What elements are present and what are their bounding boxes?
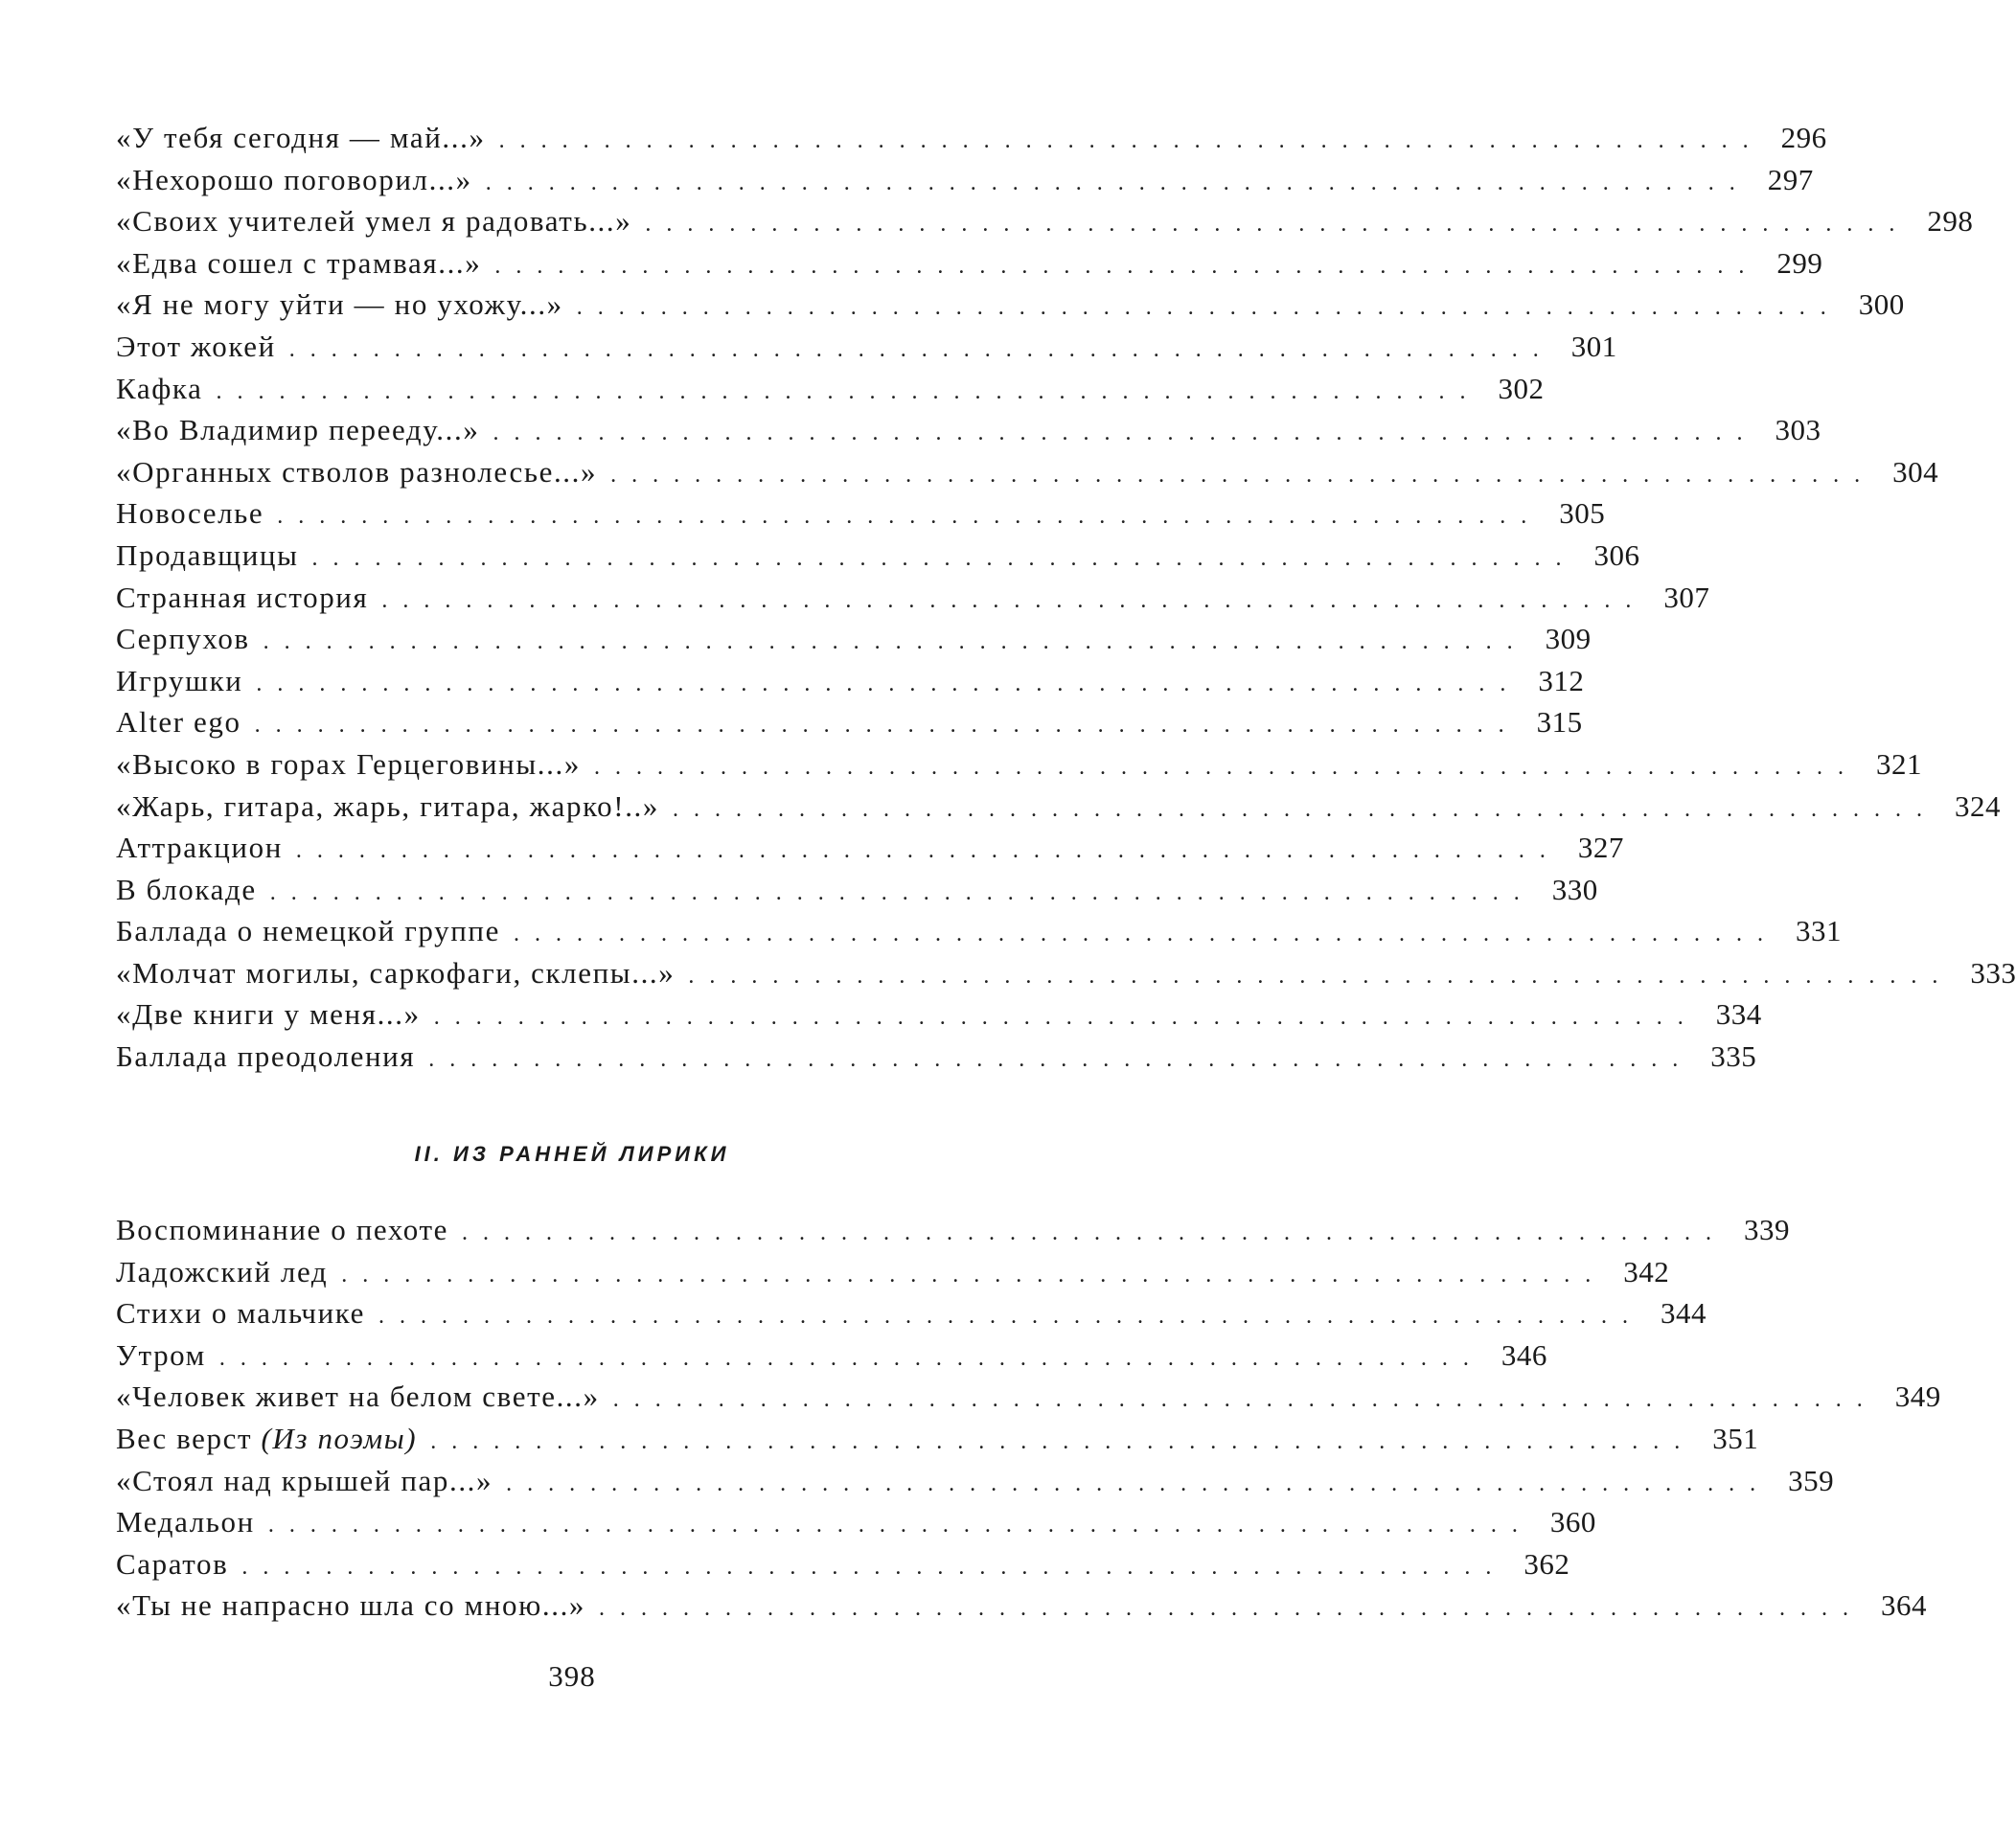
toc-entry [116,997,1762,1039]
toc-entry-page-number: 301 [1570,329,1617,363]
toc-entry-title-text: В блокаде [116,872,257,906]
toc-entry [116,1505,1596,1547]
toc-entry-title-text: Аттракцион [116,831,283,865]
toc-entry-title-text: «Жарь, гитара, жарь, гитара, жарко!..» [116,788,660,823]
toc-dot-leader: ............................................................ [288,336,1554,362]
toc-entry [116,914,1842,956]
toc-entry-page-number: 360 [1549,1505,1596,1539]
toc-dot-leader: ............................................................ [612,1387,1878,1413]
toc-dot-leader: ............................................................ [428,1047,1694,1073]
toc-entry [116,329,1617,372]
toc-dot-leader: ............................................................ [610,462,1876,488]
toc-entry-page-number: 362 [1523,1546,1570,1581]
toc-entry-page-number: 298 [1927,204,1974,239]
toc-entry-title-text: «Во Владимир перееду...» [116,413,480,447]
toc-entry-page-number: 351 [1712,1421,1759,1455]
toc-entry-title [116,1464,506,1498]
toc-entry-title [116,538,312,573]
toc-entry-title-text: «Я не могу уйти — но ухожу...» [116,287,563,322]
toc-entry-page-number: 312 [1538,663,1585,697]
toc-dot-leader: ............................................................ [341,1262,1607,1288]
toc-entry [116,1039,1757,1082]
toc-entry-title-text: «Ты не напрасно шла со мною...» [116,1588,586,1623]
toc-entry-title-text: Кафка [116,371,203,405]
toc-entry-page-number: 335 [1710,1039,1757,1074]
toc-entry-title [116,705,255,740]
toc-entry-title-text: «Молчат могилы, саркофаги, склепы...» [116,955,676,990]
toc-entry-title [116,1213,462,1247]
toc-entry-page-number: 297 [1767,162,1814,196]
toc-dot-leader: ............................................................ [593,754,1859,780]
toc-entry-title [116,1547,241,1582]
toc-entry [116,371,1545,414]
toc-entry [116,622,1592,664]
toc-entry [116,287,1905,330]
toc-dot-leader: ............................................................ [311,545,1577,571]
toc-entry-title [116,1255,341,1289]
toc-dot-leader: ............................................................ [267,1513,1533,1539]
toc-dot-leader: ............................................................ [277,504,1543,530]
toc-entry-title [116,287,577,322]
toc-entry [116,1546,1570,1589]
toc-entry-page-number: 330 [1551,872,1598,906]
toc-dot-leader: ............................................................ [485,170,1751,195]
toc-dot-leader: ............................................................ [688,963,1954,989]
toc-dot-leader: ............................................................ [599,1596,1865,1622]
toc-entry [116,1254,1670,1297]
section-heading: II. ИЗ РАННЕЙ ЛИРИКИ [414,1142,730,1166]
toc-entry [116,1296,1707,1338]
toc-dot-leader: ............................................................ [433,1005,1699,1031]
toc-entry-title-text: Ладожский лед [116,1254,329,1288]
toc-dot-leader: ............................................................ [673,796,1938,822]
toc-dot-leader: ............................................................ [576,295,1842,321]
toc-entry-title [116,246,494,281]
toc-entry-title-text: Новоселье [116,496,264,531]
toc-entry-title-text: «Стоял над крышей пар...» [116,1463,493,1497]
toc-entry [116,454,1939,497]
toc-entry-title [116,1338,219,1373]
toc-entry-title-text: «Нехорошо поговорил...» [116,162,472,196]
toc-entry-page-number: 364 [1881,1588,1928,1623]
toc-entry [116,1588,1928,1630]
toc-entry-page-number: 321 [1875,746,1922,781]
toc-entry-title [116,496,277,531]
toc-entry-title [116,831,296,865]
toc-entry-title-text: Вес верст [116,1421,253,1455]
toc-entry-title [116,413,493,447]
toc-entry-title [116,622,263,656]
toc-entry-title [116,1505,268,1539]
toc-dot-leader: ............................................................ [216,378,1481,404]
toc-entry-page-number: 307 [1663,580,1710,614]
toc-entry-title-text: Игрушки [116,663,243,697]
toc-dot-leader: ............................................................ [506,1471,1772,1496]
page-number: 398 [548,1659,596,1693]
toc-dot-leader: ............................................................ [645,212,1911,238]
toc-entry-subtitle: (Из поэмы) [261,1421,418,1455]
toc-entry [116,872,1598,915]
toc-entry-title-text: Странная история [116,580,369,614]
toc-entry-title [116,330,289,364]
toc-list-upper [116,121,2016,1082]
toc-entry-page-number: 327 [1577,831,1624,865]
toc-entry-title [116,1422,430,1456]
toc-entry-page-number: 305 [1559,496,1606,531]
toc-entry-page-number: 306 [1593,537,1640,572]
toc-entry-title [116,914,514,948]
toc-entry-title-text: «Органных стволов разнолесье...» [116,454,598,489]
toc-dot-leader: ............................................................ [263,629,1528,655]
toc-entry-title [116,1296,378,1331]
toc-entry-title-text: «У тебя сегодня — май...» [116,121,486,154]
toc-entry-title-text: Этот жокей [116,329,276,363]
toc-entry-title [116,1379,613,1414]
toc-entry-page-number: 333 [1970,955,2016,990]
toc-entry-page-number: 296 [1780,121,1827,154]
toc-entry-page-number: 309 [1545,622,1592,656]
toc-entry-title [116,997,434,1032]
toc-entry [116,705,1583,747]
toc-entry-page-number: 344 [1661,1296,1707,1331]
toc-entry [116,1337,1547,1380]
toc-entry-title [116,204,645,239]
toc-entry [116,1421,1759,1464]
toc-entry [116,955,2016,998]
toc-entry-title-text: «Высоко в горах Герцеговины...» [116,746,581,781]
toc-entry-title-text: «Едва сошел с трамвая...» [116,245,482,280]
toc-entry-page-number: 299 [1776,245,1823,280]
toc-entry-title-text: Баллада преодоления [116,1039,416,1074]
toc-entry [116,580,1710,623]
toc-dot-leader: ............................................................ [493,421,1758,446]
toc-entry-title [116,873,270,907]
toc-entry-title-text: «Своих учителей умел я радовать...» [116,204,632,239]
toc-dot-leader: ............................................................ [218,1345,1484,1371]
toc-entry-title [116,581,381,615]
toc-dot-leader: ............................................................ [494,253,1760,279]
toc-entry-title [116,163,486,197]
toc-dot-leader: ............................................................ [256,671,1522,696]
toc-entry-title [116,121,499,155]
toc-entry-page-number: 349 [1894,1379,1941,1414]
toc-entry [116,496,1606,538]
toc-entry [116,1463,1835,1506]
toc-entry-page-number: 304 [1892,454,1939,489]
toc-entry [116,413,1821,455]
toc-entry-title-text: Стихи о мальчике [116,1296,366,1331]
toc-entry-title-text: Серпухов [116,622,250,656]
toc-entry-title-text: «Человек живет на белом свете...» [116,1379,600,1414]
toc-entry-title-text: Воспоминание о пехоте [116,1213,448,1246]
toc-entry [116,831,1624,873]
toc-entry-page-number: 315 [1536,705,1583,740]
toc-entry-page-number: 302 [1498,371,1545,405]
toc-dot-leader: ............................................................ [378,1304,1644,1330]
toc-entry-title-text: Баллада о немецкой группе [116,914,500,948]
toc-entry [116,1379,1941,1422]
toc-list-lower [116,1213,1941,1630]
toc-entry-page-number: 339 [1743,1213,1790,1246]
toc-entry [116,537,1640,581]
toc-entry [116,204,1974,246]
toc-entry-title-text: Саратов [116,1546,229,1581]
toc-entry [116,121,1827,163]
toc-entry-title-text: Продавщицы [116,537,299,572]
toc-entry-title-text: Alter ego [116,705,241,740]
toc-entry-page-number: 346 [1501,1337,1547,1372]
toc-entry [116,1213,1790,1255]
toc-dot-leader: ............................................................ [254,713,1520,739]
toc-dot-leader: ............................................................ [498,128,1764,153]
toc-entry-page-number: 303 [1775,413,1821,447]
toc-dot-leader: ............................................................ [513,922,1778,947]
toc-entry-page-number: 342 [1623,1254,1670,1288]
toc-entry-title [116,1588,599,1623]
toc-dot-leader: ............................................................ [241,1554,1507,1580]
toc-dot-leader: ............................................................ [381,587,1647,613]
toc-entry-title [116,664,256,698]
toc-entry-title [116,1039,428,1074]
toc-entry-title [116,455,610,490]
toc-entry-page-number: 334 [1715,997,1762,1032]
toc-entry [116,788,2002,832]
toc-entry-page-number: 331 [1795,914,1842,948]
toc-dot-leader: ............................................................ [295,838,1561,864]
toc-entry [116,663,1585,706]
toc-entry-title [116,789,673,824]
toc-entry [116,245,1823,288]
toc-entry-title [116,372,216,406]
toc-entry-page-number: 300 [1858,287,1905,322]
toc-entry-title-text: Утром [116,1337,206,1372]
toc-dot-leader: ............................................................ [461,1220,1727,1245]
toc-dot-leader: ............................................................ [430,1428,1696,1454]
toc-entry-title-text: «Две книги у меня...» [116,997,421,1032]
toc-entry-title-text: Медальон [116,1505,255,1539]
toc-entry-title [116,747,594,782]
toc-entry-title [116,956,688,991]
toc-entry [116,746,1922,789]
toc-entry-page-number: 324 [1955,788,2002,823]
toc-entry-page-number: 359 [1788,1463,1835,1497]
toc-entry [116,162,1814,205]
toc-dot-leader: ............................................................ [269,879,1535,905]
